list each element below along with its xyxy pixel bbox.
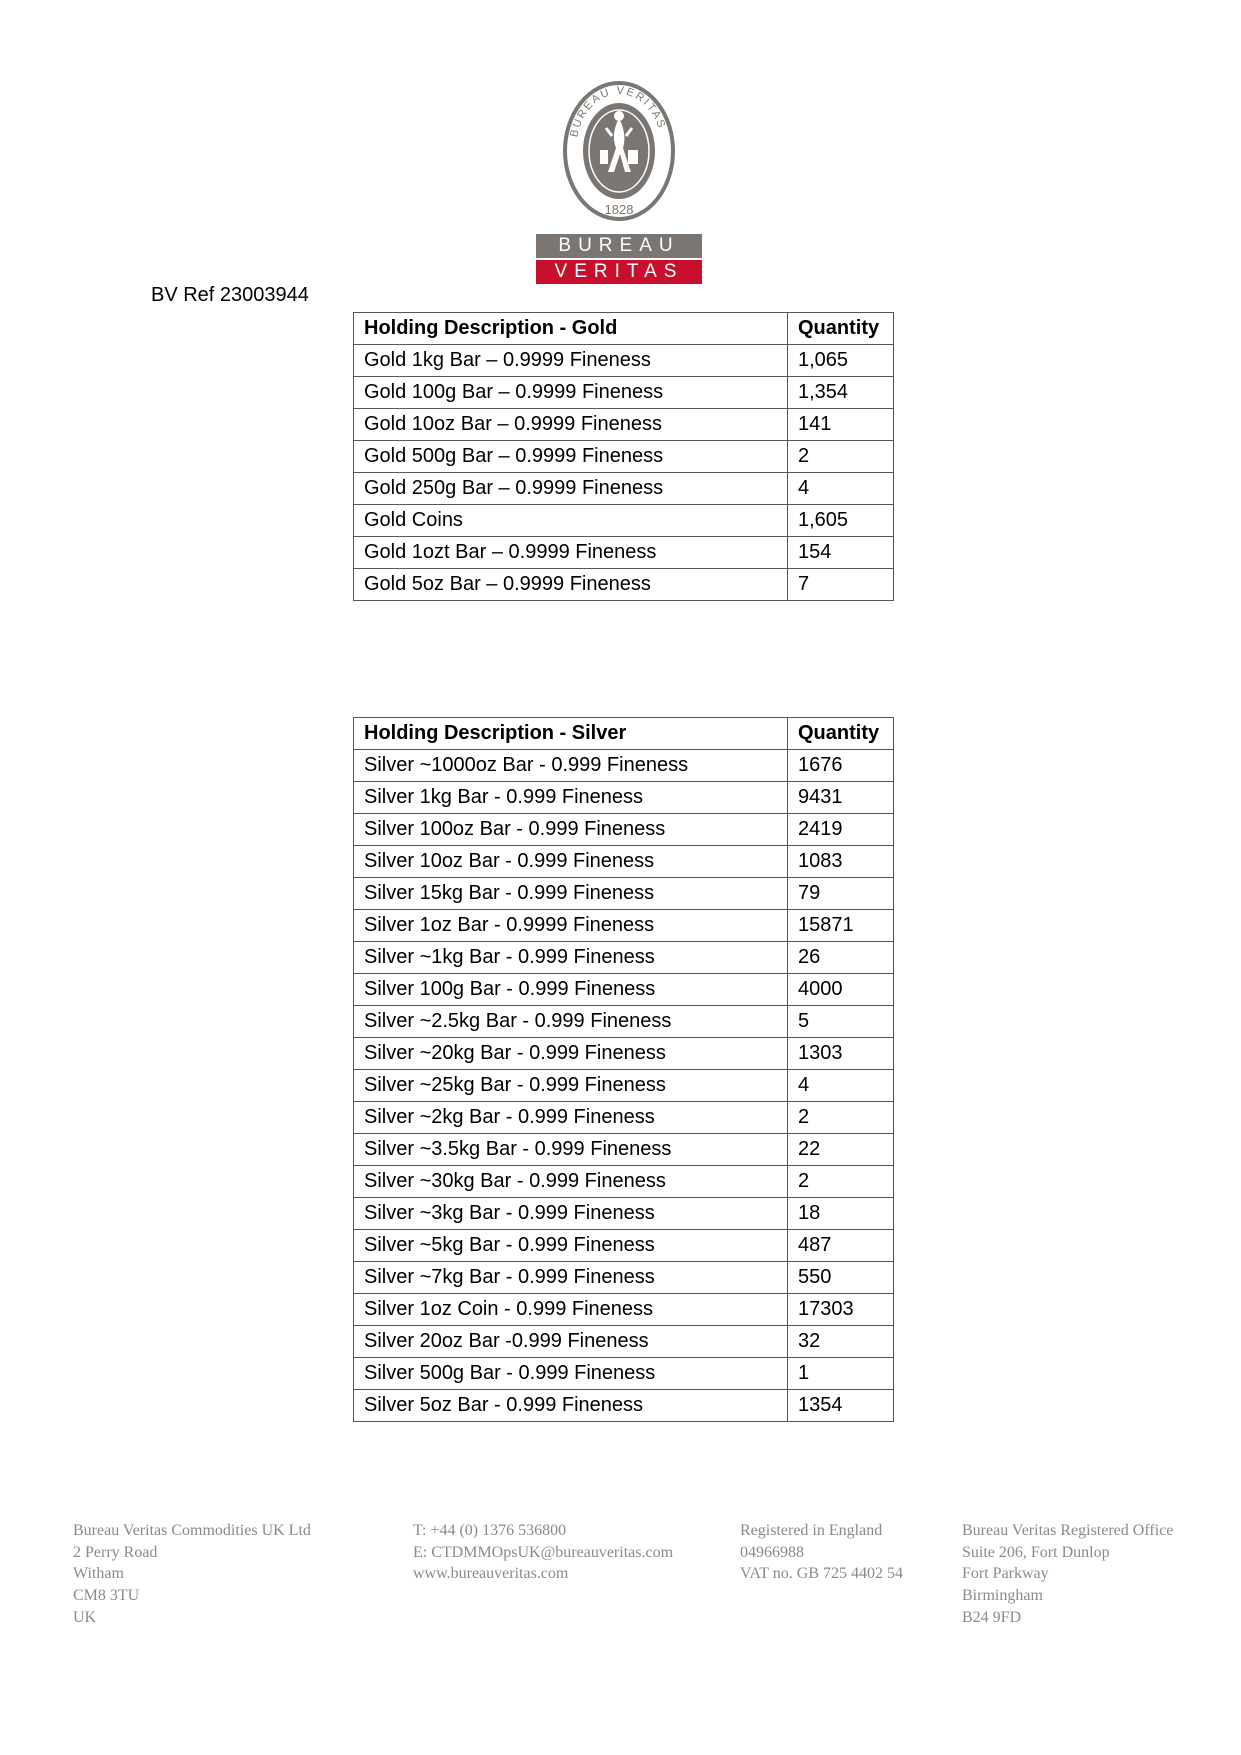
column-header-description: Holding Description - Gold bbox=[354, 313, 788, 345]
holding-description-cell: Silver ~20kg Bar - 0.999 Fineness bbox=[354, 1038, 788, 1070]
table-row bbox=[354, 782, 894, 814]
quantity-cell: 2 bbox=[788, 441, 894, 473]
column-header-description: Holding Description - Silver bbox=[354, 718, 788, 750]
quantity-cell: 4000 bbox=[788, 974, 894, 1006]
table-row bbox=[354, 1038, 894, 1070]
quantity-cell: 1,354 bbox=[788, 377, 894, 409]
table-row bbox=[354, 942, 894, 974]
footer-line: 04966988 bbox=[740, 1543, 804, 1561]
quantity-cell: 1,065 bbox=[788, 345, 894, 377]
holding-description-cell: Silver 10oz Bar - 0.999 Fineness bbox=[354, 846, 788, 878]
quantity-cell: 2419 bbox=[788, 814, 894, 846]
footer-line: UK bbox=[73, 1608, 97, 1626]
table-header-row bbox=[354, 313, 894, 345]
holding-description-cell: Silver 500g Bar - 0.999 Fineness bbox=[354, 1358, 788, 1390]
table-row bbox=[354, 1326, 894, 1358]
quantity-cell: 15871 bbox=[788, 910, 894, 942]
quantity-cell: 1303 bbox=[788, 1038, 894, 1070]
table-row bbox=[354, 1358, 894, 1390]
brand-word-bureau: BUREAU bbox=[536, 234, 702, 258]
silver-holdings-table bbox=[353, 717, 894, 1422]
quantity-cell: 2 bbox=[788, 1166, 894, 1198]
holding-description-cell: Silver 5oz Bar - 0.999 Fineness bbox=[354, 1390, 788, 1422]
holding-description-cell: Gold 1ozt Bar – 0.9999 Fineness bbox=[354, 537, 788, 569]
table-row bbox=[354, 1390, 894, 1422]
table-row bbox=[354, 569, 894, 601]
quantity-cell: 26 bbox=[788, 942, 894, 974]
seal-icon bbox=[562, 80, 676, 222]
table-row bbox=[354, 1262, 894, 1294]
quantity-cell: 154 bbox=[788, 537, 894, 569]
quantity-cell: 550 bbox=[788, 1262, 894, 1294]
holding-description-cell: Gold 10oz Bar – 0.9999 Fineness bbox=[354, 409, 788, 441]
seal-year: 1828 bbox=[604, 202, 634, 217]
table-row bbox=[354, 1134, 894, 1166]
footer-line: www.bureauveritas.com bbox=[413, 1565, 569, 1583]
holding-description-cell: Gold 100g Bar – 0.9999 Fineness bbox=[354, 377, 788, 409]
footer-line: Bureau Veritas Commodities UK Ltd bbox=[73, 1522, 311, 1539]
holding-description-cell: Silver 15kg Bar - 0.999 Fineness bbox=[354, 878, 788, 910]
quantity-cell: 1,605 bbox=[788, 505, 894, 537]
table-row bbox=[354, 974, 894, 1006]
footer-line: VAT no. GB 725 4402 54 bbox=[740, 1565, 903, 1583]
footer-address bbox=[73, 1520, 311, 1629]
bureau-veritas-logo bbox=[534, 78, 704, 284]
holding-description-cell: Silver 1kg Bar - 0.999 Fineness bbox=[354, 782, 788, 814]
footer-line: Fort Parkway bbox=[962, 1565, 1049, 1583]
table-row bbox=[354, 1198, 894, 1230]
footer-line: B24 9FD bbox=[962, 1608, 1022, 1626]
column-header-quantity: Quantity bbox=[788, 718, 894, 750]
footer-line: 2 Perry Road bbox=[73, 1543, 158, 1561]
holding-description-cell: Silver ~2kg Bar - 0.999 Fineness bbox=[354, 1102, 788, 1134]
table-row bbox=[354, 537, 894, 569]
footer-line: Registered in England bbox=[740, 1522, 883, 1539]
table-row bbox=[354, 1230, 894, 1262]
holding-description-cell: Gold Coins bbox=[354, 505, 788, 537]
quantity-cell: 79 bbox=[788, 878, 894, 910]
seal-text: BUREAU VERITAS bbox=[568, 84, 668, 139]
quantity-cell: 18 bbox=[788, 1198, 894, 1230]
holding-description-cell: Gold 1kg Bar – 0.9999 Fineness bbox=[354, 345, 788, 377]
quantity-cell: 17303 bbox=[788, 1294, 894, 1326]
column-header-quantity: Quantity bbox=[788, 313, 894, 345]
holding-description-cell: Silver ~3.5kg Bar - 0.999 Fineness bbox=[354, 1134, 788, 1166]
quantity-cell: 7 bbox=[788, 569, 894, 601]
footer-line: Witham bbox=[73, 1565, 124, 1583]
holding-description-cell: Silver ~7kg Bar - 0.999 Fineness bbox=[354, 1262, 788, 1294]
holding-description-cell: Silver ~1000oz Bar - 0.999 Fineness bbox=[354, 750, 788, 782]
holding-description-cell: Silver 100g Bar - 0.999 Fineness bbox=[354, 974, 788, 1006]
quantity-cell: 487 bbox=[788, 1230, 894, 1262]
footer-line: T: +44 (0) 1376 536800 bbox=[413, 1522, 567, 1539]
footer-line: E: CTDMMOpsUK@bureauveritas.com bbox=[413, 1543, 674, 1561]
holding-description-cell: Silver 1oz Coin - 0.999 Fineness bbox=[354, 1294, 788, 1326]
table-row bbox=[354, 345, 894, 377]
quantity-cell: 32 bbox=[788, 1326, 894, 1358]
table-row bbox=[354, 1102, 894, 1134]
table-row bbox=[354, 1166, 894, 1198]
footer-registration bbox=[740, 1520, 903, 1585]
table-row bbox=[354, 846, 894, 878]
table-header-row bbox=[354, 718, 894, 750]
holding-description-cell: Silver 20oz Bar -0.999 Fineness bbox=[354, 1326, 788, 1358]
table-row bbox=[354, 910, 894, 942]
footer-line: Birmingham bbox=[962, 1587, 1043, 1605]
quantity-cell: 9431 bbox=[788, 782, 894, 814]
quantity-cell: 1354 bbox=[788, 1390, 894, 1422]
footer-line: Suite 206, Fort Dunlop bbox=[962, 1543, 1110, 1561]
gold-holdings-table bbox=[353, 312, 894, 601]
brand-word-veritas: VERITAS bbox=[536, 260, 702, 284]
table-row bbox=[354, 750, 894, 782]
holding-description-cell: Silver ~1kg Bar - 0.999 Fineness bbox=[354, 942, 788, 974]
holding-description-cell: Silver 1oz Bar - 0.9999 Fineness bbox=[354, 910, 788, 942]
quantity-cell: 22 bbox=[788, 1134, 894, 1166]
quantity-cell: 1676 bbox=[788, 750, 894, 782]
quantity-cell: 5 bbox=[788, 1006, 894, 1038]
footer-line: CM8 3TU bbox=[73, 1587, 140, 1605]
table-row bbox=[354, 814, 894, 846]
quantity-cell: 4 bbox=[788, 1070, 894, 1102]
quantity-cell: 4 bbox=[788, 473, 894, 505]
table-row bbox=[354, 878, 894, 910]
table-row bbox=[354, 473, 894, 505]
table-row bbox=[354, 1294, 894, 1326]
quantity-cell: 1083 bbox=[788, 846, 894, 878]
footer-line: Bureau Veritas Registered Office bbox=[962, 1522, 1174, 1539]
quantity-cell: 1 bbox=[788, 1358, 894, 1390]
holding-description-cell: Gold 250g Bar – 0.9999 Fineness bbox=[354, 473, 788, 505]
holding-description-cell: Gold 500g Bar – 0.9999 Fineness bbox=[354, 441, 788, 473]
quantity-cell: 2 bbox=[788, 1102, 894, 1134]
table-row bbox=[354, 409, 894, 441]
table-row bbox=[354, 377, 894, 409]
table-row bbox=[354, 1006, 894, 1038]
footer-registered-office bbox=[962, 1520, 1173, 1629]
holding-description-cell: Silver 100oz Bar - 0.999 Fineness bbox=[354, 814, 788, 846]
holding-description-cell: Silver ~25kg Bar - 0.999 Fineness bbox=[354, 1070, 788, 1102]
holding-description-cell: Silver ~3kg Bar - 0.999 Fineness bbox=[354, 1198, 788, 1230]
footer-contact bbox=[413, 1520, 673, 1585]
table-row bbox=[354, 1070, 894, 1102]
holding-description-cell: Silver ~2.5kg Bar - 0.999 Fineness bbox=[354, 1006, 788, 1038]
table-row bbox=[354, 441, 894, 473]
holding-description-cell: Silver ~5kg Bar - 0.999 Fineness bbox=[354, 1230, 788, 1262]
holding-description-cell: Silver ~30kg Bar - 0.999 Fineness bbox=[354, 1166, 788, 1198]
table-row bbox=[354, 505, 894, 537]
reference-number: BV Ref 23003944 bbox=[151, 284, 309, 306]
holding-description-cell: Gold 5oz Bar – 0.9999 Fineness bbox=[354, 569, 788, 601]
quantity-cell: 141 bbox=[788, 409, 894, 441]
